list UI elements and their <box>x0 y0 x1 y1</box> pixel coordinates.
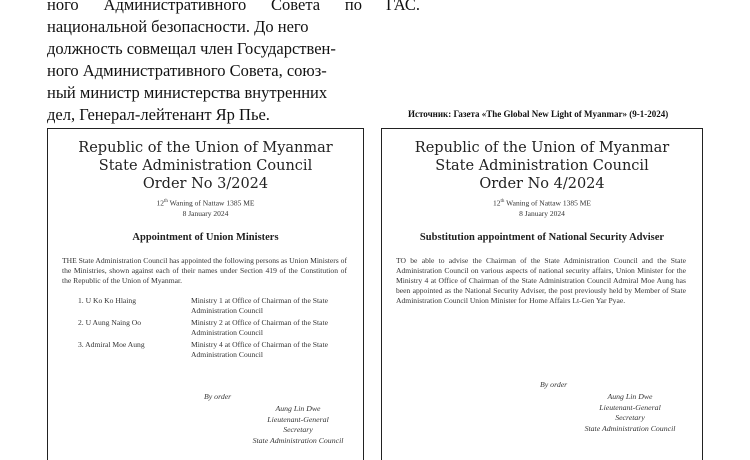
list-item <box>78 296 355 316</box>
order-header-republic: Republic of the Union of Myanmar <box>78 140 333 156</box>
order-number: Order No 3/2024 <box>142 176 269 192</box>
order-3-document <box>47 128 364 460</box>
order-date-myanmar: 12th Waning of Nattaw 1385 ME <box>156 198 255 208</box>
signer-role: Secretary <box>615 413 645 422</box>
by-order: By order <box>204 392 232 401</box>
order-header-council: State Administration Council <box>98 158 313 174</box>
order-body: THE State Administration Council has appointed the following persons as Union Ministers of the Ministries, shown against each of their names under Section 419 of the Constitution of the Republic of the Union of Myanmar. <box>62 255 347 285</box>
minister-name: 2. U Aung Naing Oo <box>78 318 142 328</box>
signer-role: Secretary <box>283 425 313 434</box>
text-line: национальной безопасности. До него <box>47 17 309 36</box>
order-date-myanmar: 12th Waning of Nattaw 1385 ME <box>493 198 591 208</box>
minister-name: 1. U Ko Ko Hlaing <box>78 296 137 306</box>
signer-rank: Lieutenant-General <box>267 414 329 424</box>
order-4-document <box>381 128 703 460</box>
signer-name: Aung Lin Dwe <box>275 404 321 413</box>
order-body: TO be able to advise the Chairman of the State Administration Council and the State Administration Council on various aspects of national security affairs, Union Minister for the Ministry 4 at Office of Chairman of the State Administration Council Admiral Moe Aung has been appointed as the National Security Adviser, the post previously held by Member of State Administration Council Union Minister for Home Affairs Lt-Gen Yar Pyae. <box>396 255 686 306</box>
minister-name: 3. Admiral Moe Aung <box>78 340 145 350</box>
article-right-column <box>386 0 706 16</box>
minister-post: Ministry 2 at Office of Chairman of the State Administration Council <box>191 318 328 338</box>
source-caption: Источник: Газета «The Global New Light of Myanmar» (9-1-2024) <box>408 109 669 119</box>
order-title: Appointment of Union Ministers <box>132 231 279 243</box>
list-item <box>78 318 355 338</box>
text-line: ГАС. <box>386 0 420 14</box>
by-order: By order <box>540 380 568 389</box>
text-line: ный министр министерства внутренних <box>47 83 328 102</box>
list-item <box>78 340 355 360</box>
minister-post: Ministry 4 at Office of Chairman of the State Administration Council <box>191 340 328 360</box>
ministers-list <box>78 296 355 360</box>
signer-org: State Administration Council <box>252 435 344 445</box>
signer-org: State Administration Council <box>584 423 676 433</box>
text-line: ного Административного Совета по <box>47 0 362 14</box>
minister-post: Ministry 1 at Office of Chairman of the State Administration Council <box>191 296 328 316</box>
signer-name: Aung Lin Dwe <box>607 392 653 401</box>
signature-block <box>243 404 353 446</box>
text-line: дел, Генерал-лейтенант Яр Пье. <box>47 105 270 124</box>
signer-rank: Lieutenant-General <box>599 402 661 412</box>
order-date: 8 January 2024 <box>182 208 229 218</box>
article-left-column <box>47 0 362 126</box>
order-number: Order No 4/2024 <box>479 176 605 192</box>
order-header-republic: Republic of the Union of Myanmar <box>414 140 670 156</box>
order-date: 8 January 2024 <box>519 208 565 218</box>
order-title: Substitution appointment of National Security Adviser <box>419 231 665 243</box>
order-header-council: State Administration Council <box>435 158 649 174</box>
signature-block <box>570 392 690 434</box>
text-line: ного Административного Совета, союз- <box>47 61 327 80</box>
text-line: должность совмещал член Государствен- <box>47 39 336 58</box>
